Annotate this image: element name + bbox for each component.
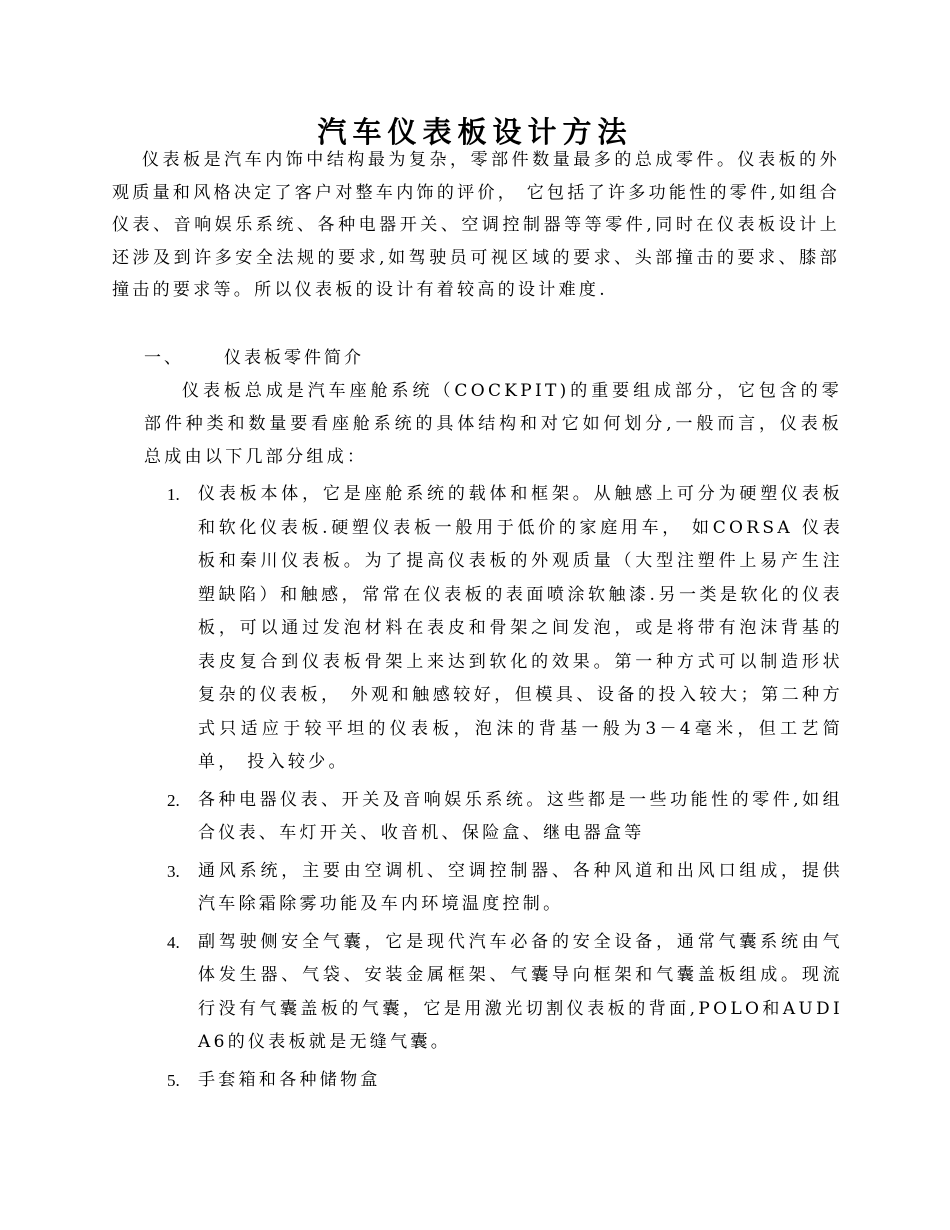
section-intro-paragraph: 仪表板总成是汽车座舱系统（COCKPIT)的重要组成部分，它包含的零部件种类和数量要看座舱系统的具体结构和对它如何划分,一般而言，仪表板总成由以下几部分组成： xyxy=(144,381,842,467)
list-item-text: 仪表板本体，它是座舱系统的载体和框架。从触感上可分为硬塑仪表板和软化仪表板.硬塑仪表板一般用于低价的家庭用车， 如CORSA 仪表板和秦川仪表板。为了提高仪表板的外观质量（大型注塑件上易产生注塑缺陷）和触感，常常在仪表板的表面喷涂软触漆.另一类是软化的仪表板，可以通过发泡材料在表皮和骨架之间发泡，或是将带有泡沫背基的表皮复合到仪表板骨架上来达到软化的效果。第一种方式可以制造形状复杂的仪表板， 外观和触感较好，但模具、设备的投入较大；第二种方式只适应于较平坦的仪表板，泡沫的背基一般为3－4毫米，但工艺简单， 投入较少。 xyxy=(198,484,843,772)
list-item-text: 各种电器仪表、开关及音响娱乐系统。这些都是一些功能性的零件,如组合仪表、车灯开关、收音机、保险盒、继电器盒等 xyxy=(198,789,843,843)
section-title: 仪表板零件简介 xyxy=(224,348,364,368)
section-number: 一、 xyxy=(144,348,184,368)
document-title: 汽车仪表板设计方法 xyxy=(317,115,633,149)
list-item xyxy=(167,1064,843,1098)
list-item xyxy=(167,855,843,922)
list-item-text: 通风系统，主要由空调机、空调控制器、各种风道和出风口组成，提供汽车除霜除雾功能及车内环境温度控制。 xyxy=(198,860,843,914)
list-marker: 2. xyxy=(167,790,180,810)
list-item-text: 副驾驶侧安全气囊，它是现代汽车必备的安全设备，通常气囊系统由气体发生器、气袋、安装金属框架、气囊导向框架和气囊盖板组成。现流行没有气囊盖板的气囊，它是用激光切割仪表板的背面,POLO和AUDI A6的仪表板就是无缝气囊。 xyxy=(198,931,843,1052)
list-item xyxy=(167,478,843,780)
component-list xyxy=(167,478,843,1101)
list-marker: 3. xyxy=(167,861,180,881)
list-item xyxy=(167,784,843,851)
list-marker: 1. xyxy=(167,485,180,504)
list-item xyxy=(167,926,843,1060)
intro-paragraph: 仪表板是汽车内饰中结构最为复杂，零部件数量最多的总成零件。仪表板的外观质量和风格决定了客户对整车内饰的评价， 它包括了许多功能性的零件,如组合仪表、音响娱乐系统、各种电器开关、空调控制器等等零件,同时在仪表板设计上还涉及到许多安全法规的要求,如驾驶员可视区域的要求、头部撞击的要求、膝部撞击的要求等。所以仪表板的设计有着较高的设计难度. xyxy=(112,150,840,300)
list-item-text: 手套箱和各种储物盒 xyxy=(198,1069,381,1090)
list-marker: 5. xyxy=(167,1070,180,1090)
list-marker: 4. xyxy=(167,932,180,952)
section-heading xyxy=(144,343,844,373)
